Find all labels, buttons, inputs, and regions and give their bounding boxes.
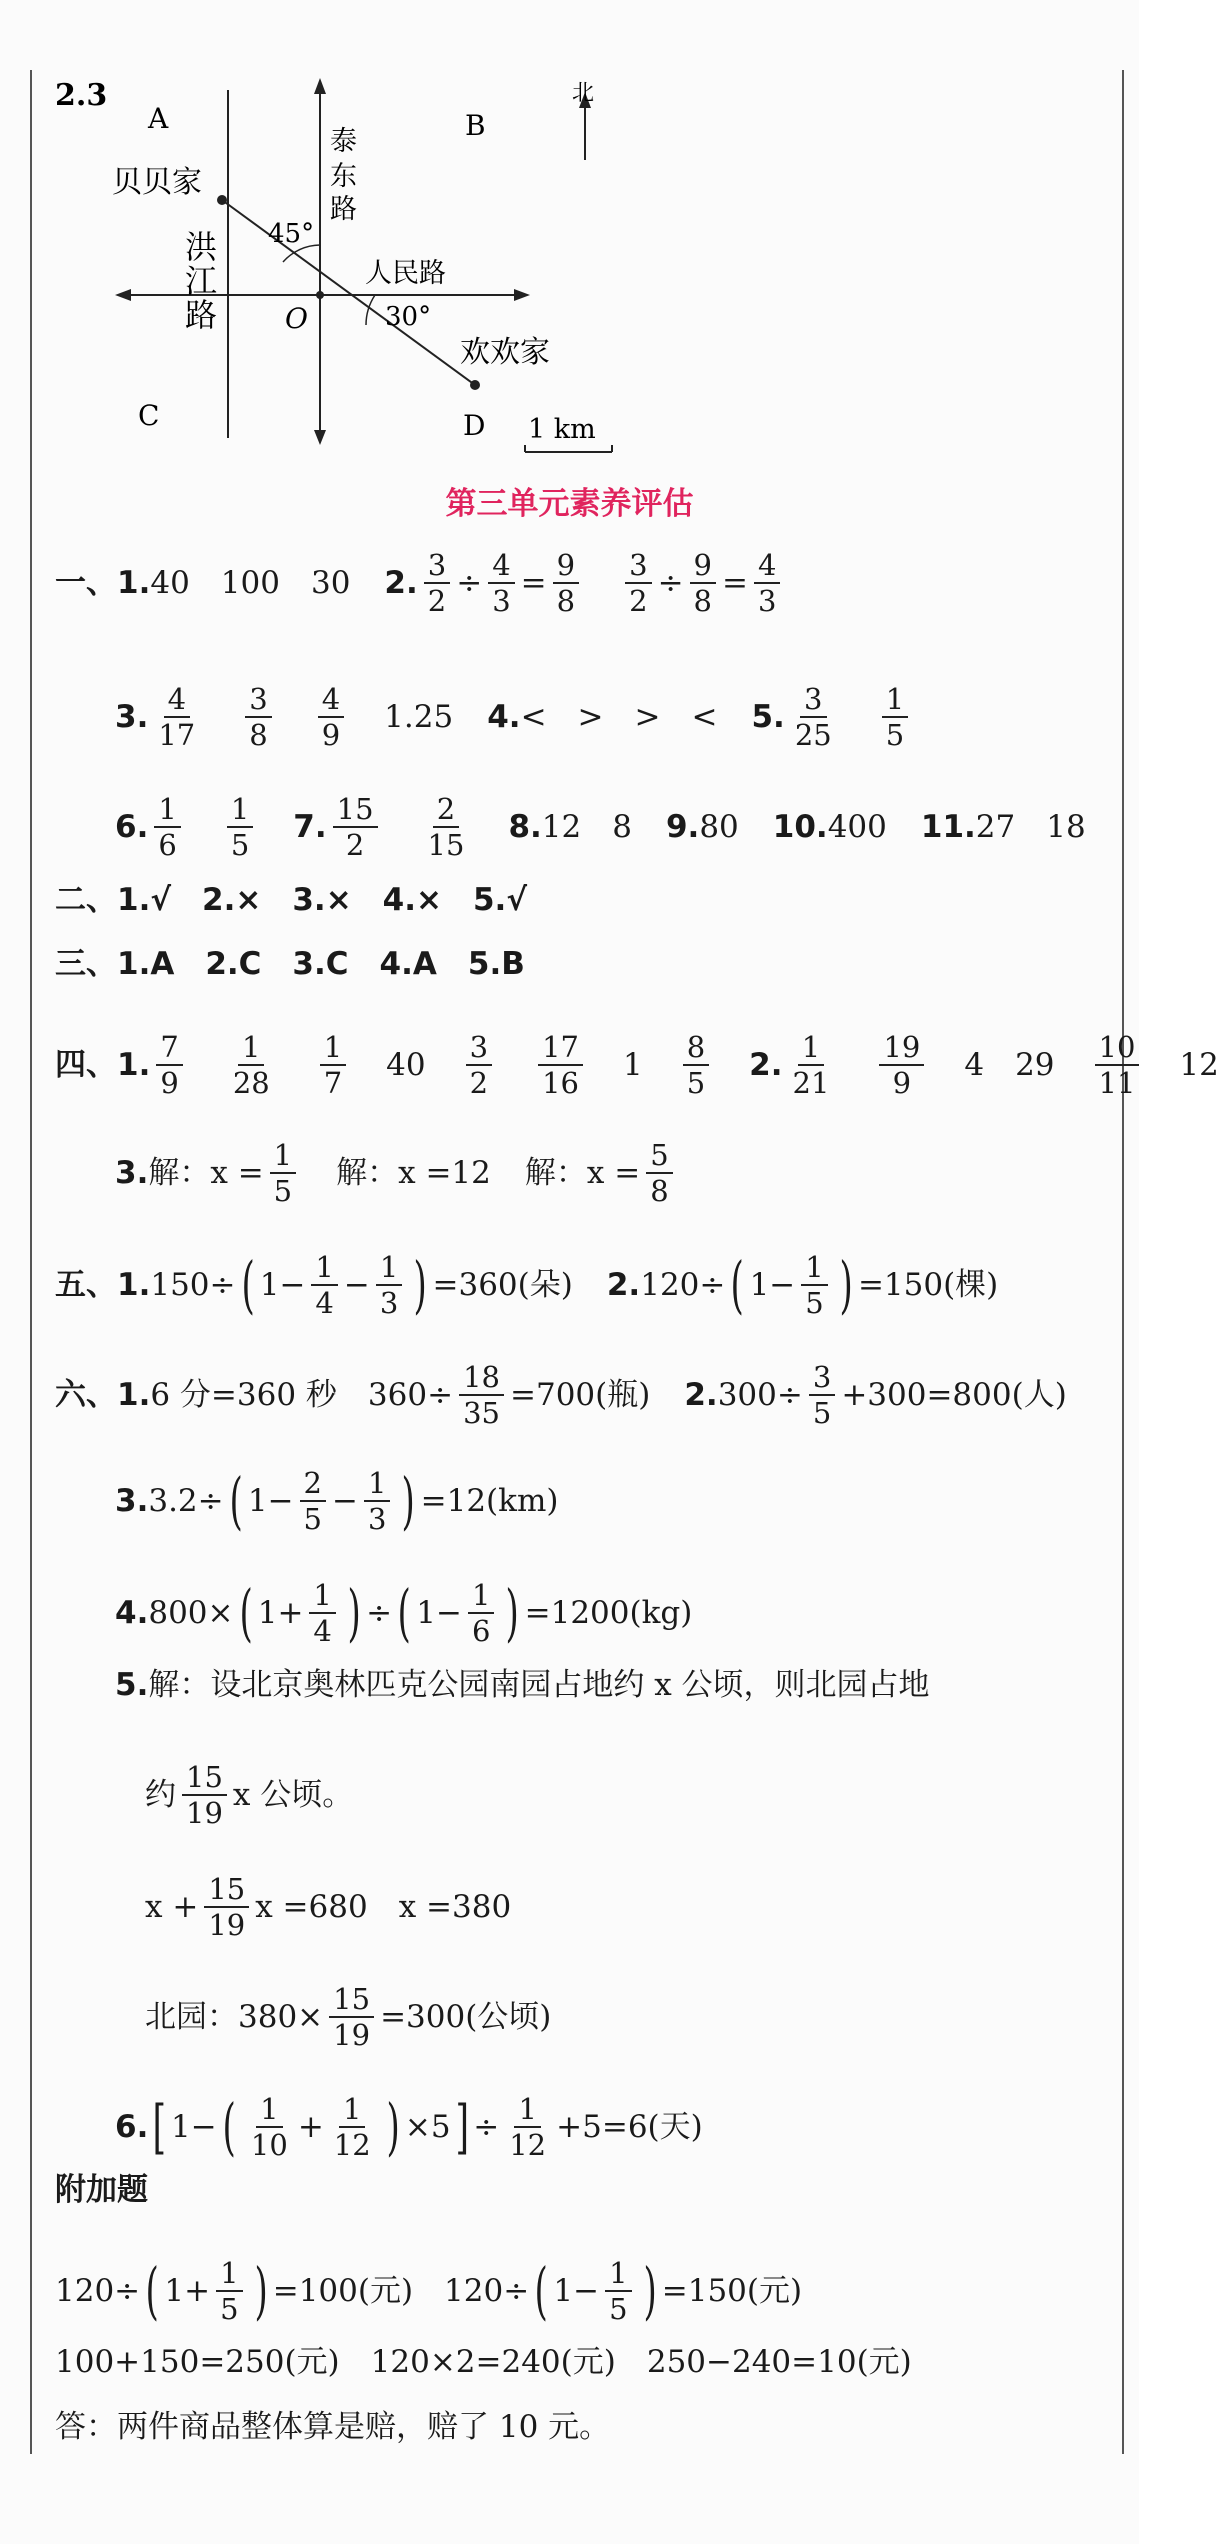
renmin-label: 人民路 xyxy=(365,258,446,289)
path-beibei-huanhuan xyxy=(222,200,475,385)
s6-line1: 六、1. 6 分=360 秒 360÷ $\frac{18}{35}$ =700(瓶) 2. 300÷ $\frac{3}{5}$ +300=800(人) xyxy=(55,1360,1067,1430)
taidong-char-1: 泰 xyxy=(330,126,357,157)
s4-line1: 四、1. $\frac{7}{9}$ $\frac{1}{28}$ $\frac{1}{7}$ 40 $\frac{3}{2}$ $\frac{17}{16}$ 1 $\frac{8}{5}$ 2. $\frac{1}{21}$ $\frac{19}{9}$ 4 29 $\frac{10}{11}$ 12 xyxy=(55,1030,1219,1100)
origin-point xyxy=(316,291,324,299)
extra-line2: 100+150=250(元) 120×2=240(元) 250−240=10(元) xyxy=(55,2344,912,2380)
s6-line3: 3. 3.2÷ ( 1− $\frac{2}{5}$ − $\frac{1}{3}$ ) =12(km) xyxy=(115,1464,559,1537)
huanhuan-label: 欢欢家 xyxy=(460,335,550,370)
extra-heading: 附加题 xyxy=(55,2172,148,2208)
beibei-label: 贝贝家 xyxy=(112,165,202,200)
s6-line9: 6. [ 1− ( $\frac{1}{10}$ + $\frac{1}{12}$ ) ×5 ] ÷ $\frac{1}{12}$ +5=6(天) xyxy=(115,2090,703,2163)
s1-line1: 一、1. 40 100 30 2. $\frac{3}{2}$ ÷ $\frac{4}{3}$ = $\frac{9}{8}$ $\frac{3}{2}$ ÷ $\frac{9}{8}$ = $\frac{4}{3}$ xyxy=(55,548,786,618)
s2-line: 二、 1.√ 2.× 3.× 4.× 5.√ xyxy=(55,882,528,918)
hongjiang-char-2: 江 xyxy=(185,262,218,300)
angle-30: 30° xyxy=(385,302,432,332)
quadrant-c: C xyxy=(138,399,160,432)
beibei-point xyxy=(217,195,227,205)
quadrant-d: D xyxy=(463,409,486,442)
origin-label: O xyxy=(285,302,308,335)
s6-line8: 北园：380× $\frac{15}{19}$ =300(公顷) xyxy=(145,1982,552,2052)
s5-line: 五、1. 150÷ ( 1− $\frac{1}{4}$ − $\frac{1}{3}$ ) =360(朵) 2. 120÷ ( 1− $\frac{1}{5}$ ) =150(棵) xyxy=(55,1248,999,1321)
s6-line7: x + $\frac{15}{19}$ x =680 x =380 xyxy=(145,1872,512,1942)
s4-line2: 3. 解：x = $\frac{1}{5}$ 解：x =12 解：x = $\frac{5}{8}$ xyxy=(115,1138,679,1208)
hongjiang-char-1: 洪 xyxy=(185,228,218,266)
extra-answer: 答：两件商品整体算是赔，赔了 10 元。 xyxy=(55,2409,611,2445)
quadrant-a: A xyxy=(148,102,169,135)
angle-45: 45° xyxy=(268,219,315,249)
map-question-label: 2.3 xyxy=(55,78,108,113)
s1-line3: 6. $\frac{1}{6}$ $\frac{1}{5}$ 7. $\frac{15}{2}$ $\frac{2}{15}$ 8. 12 8 9. 80 10. 400 11. 27 18 xyxy=(115,792,1086,862)
north-label: 北 xyxy=(572,81,595,106)
s1-line2: 3. $\frac{4}{17}$ $\frac{3}{8}$ $\frac{4}{9}$ 1.25 4. < > > < 5. $\frac{3}{25}$ $\frac{1}{5}$ xyxy=(115,682,914,752)
hongjiang-char-3: 路 xyxy=(185,296,218,334)
unit-title: 第三单元素养评估 xyxy=(445,486,694,522)
s6-line6: 约 $\frac{15}{19}$ x 公顷。 xyxy=(145,1760,354,1830)
scale-label: 1 km xyxy=(528,414,596,445)
huanhuan-point xyxy=(470,380,480,390)
extra-line1: 120÷ ( 1+ $\frac{1}{5}$ ) =100(元) 120÷ ( 1− $\frac{1}{5}$ ) =150(元) xyxy=(55,2254,803,2327)
s3-line: 三、 1.A 2.C 3.C 4.A 5.B xyxy=(55,946,525,982)
taidong-char-2: 东 xyxy=(330,161,357,192)
taidong-char-3: 路 xyxy=(330,194,357,225)
s6-line4: 4. 800× ( 1+ $\frac{1}{4}$ ) ÷ ( 1− $\frac{1}{6}$ ) =1200(kg) xyxy=(115,1576,693,1649)
direction-map xyxy=(0,0,1139,460)
quadrant-b: B xyxy=(465,109,486,142)
s6-line5: 5. 解：设北京奥林匹克公园南园占地约 x 公顷，则北园占地 xyxy=(115,1667,930,1703)
